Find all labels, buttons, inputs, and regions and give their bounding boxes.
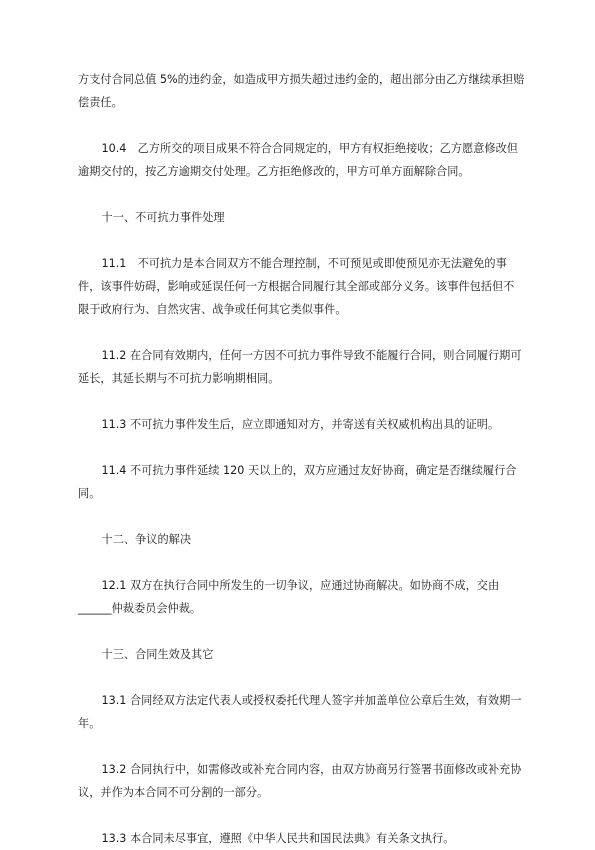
- paragraph-11-1: 11.1 不可抗力是本合同双方不能合理控制，不可预见或即使预见亦无法避免的事件，该事件妨碍，影响或延误任何一方根据合同履行其全部或部分义务。该事件包括但不限于政府行为、自然灾害、战争或任何其它类似事件。: [78, 257, 515, 316]
- paragraph-13-3: 13.3 本合同未尽事宜，遵照《中华人民共和国民法典》有关条文执行。: [101, 832, 455, 845]
- paragraph-11-2: 11.2 在合同有效期内，任何一方因不可抗力事件导致不能履行合同，则合同履行期可延长，其延长期与不可抗力影响期相同。: [78, 349, 522, 385]
- paragraph-13-1: 13.1 合同经双方法定代表人或授权委托代理人签字并加盖单位公章后生效，有效期一年。: [78, 694, 522, 730]
- paragraph-11-3: 11.3 不可抗力事件发生后，应立即通知对方，并寄送有关权威机构出具的证明。: [101, 418, 500, 431]
- section-heading-12: 十二、争议的解决: [101, 533, 192, 546]
- paragraph-penalty-continued: 方支付合同总值 5%的违约金，如造成甲方损失超过违约金的，超出部分由乙方继续承担赔偿责任。: [78, 73, 525, 109]
- section-heading-11: 十一、不可抗力事件处理: [101, 211, 225, 224]
- paragraph-13-2: 13.2 合同执行中，如需修改或补充合同内容，由双方协商另行签署书面修改或补充协议，并作为本合同不可分割的一部分。: [78, 763, 522, 799]
- paragraph-11-4: 11.4 不可抗力事件延续 120 天以上的，双方应通过友好协商，确定是否继续履行合同。: [78, 464, 517, 500]
- section-heading-13: 十三、合同生效及其它: [101, 648, 214, 661]
- paragraph-10-4: 10.4 乙方所交的项目成果不符合合同规定的，甲方有权拒绝接收；乙方愿意修改但逾期交付的，按乙方逾期交付处理。乙方拒绝修改的，甲方可单方面解除合同。: [78, 142, 518, 178]
- paragraph-12-1: 12.1 双方在执行合同中所发生的一切争议，应通过协商解决。如协商不成，交由______仲裁委员会仲裁。: [78, 579, 500, 615]
